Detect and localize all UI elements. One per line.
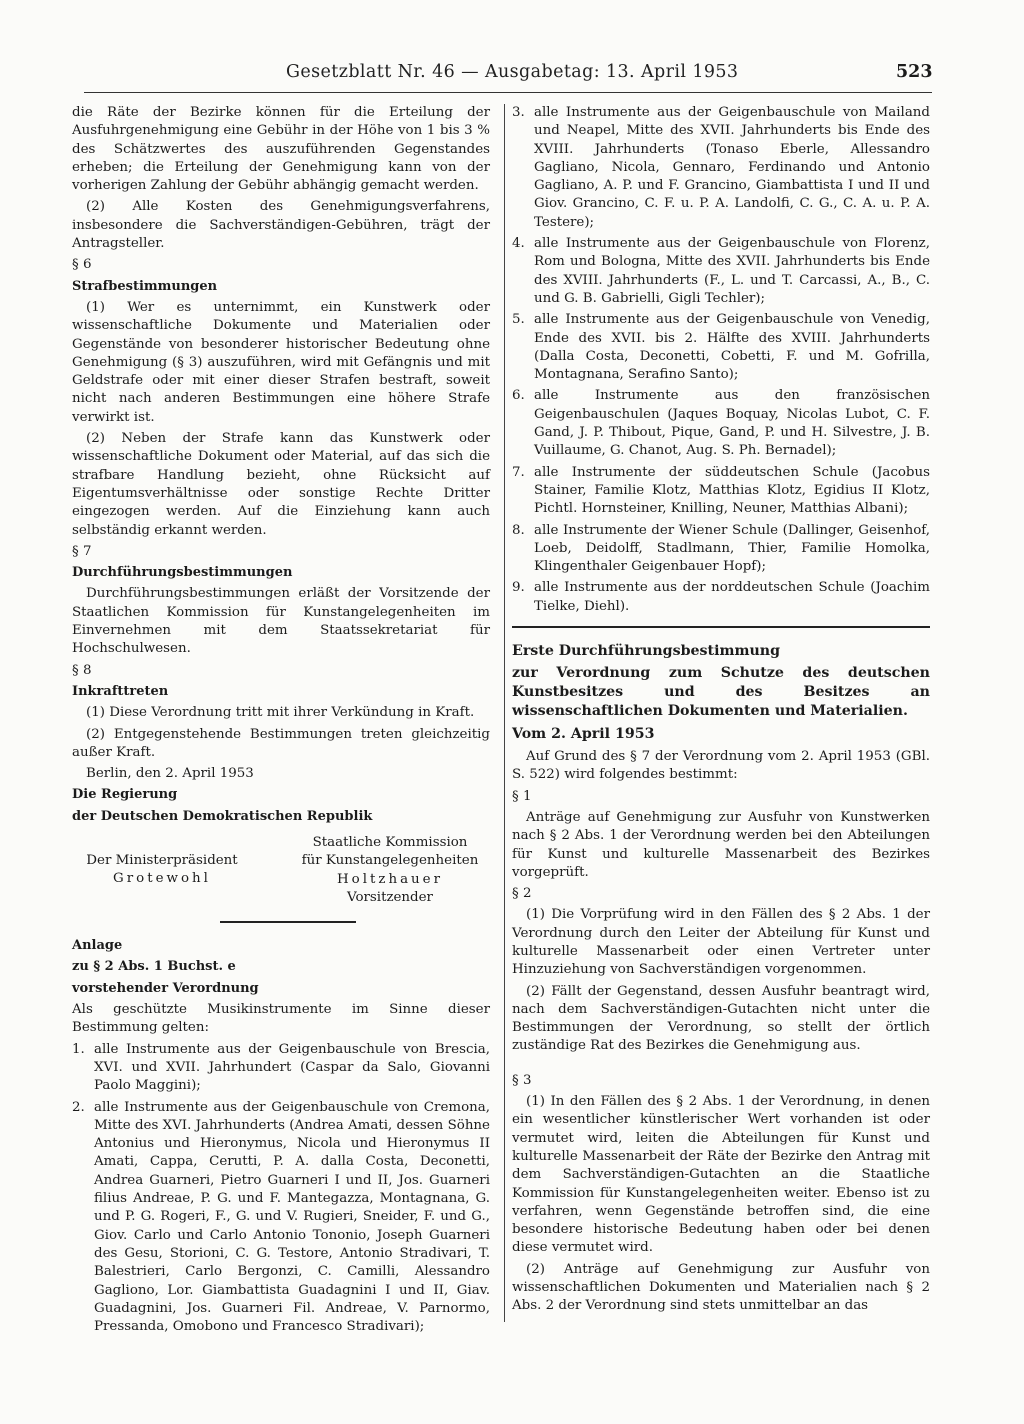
list-item	[512, 311, 930, 384]
page-number: 523	[896, 62, 933, 82]
paragraph: Anträge auf Genehmigung zur Ausfuhr von Kunstwerken nach § 2 Abs. 1 der Verordnung werden bei den Abteilungen für Kunst und kulturelle Massenarbeit des Bezirkes vorgeprüft.	[512, 809, 930, 880]
item-number: 4.	[512, 236, 525, 252]
list-item	[512, 104, 930, 232]
list-item	[512, 522, 930, 577]
item-text: alle Instrumente aus der norddeutschen Schule (Joachim Tielke, Diehl).	[534, 580, 930, 614]
paragraph: Durchführungsbestimmungen erläßt der Vorsitzende der Staatlichen Kommission für Kunstangelegenheiten im Einvernehmen mit dem Staatssekretariat für Hochschulwesen.	[72, 586, 490, 657]
paragraph: (2) Alle Kosten des Genehmigungsverfahrens, insbesondere die Sachverständigen-Gebühren, trägt der Antragsteller.	[72, 199, 490, 252]
signatory-title: Der Ministerpräsident	[86, 852, 238, 868]
paragraph: Auf Grund des § 7 der Verordnung vom 2. April 1953 (GBl. S. 522) wird folgendes bestimmt:	[512, 749, 930, 783]
place-date: Berlin, den 2. April 1953	[86, 766, 254, 782]
signature-left	[72, 834, 252, 907]
annex-reference: vorstehender Verordnung	[72, 980, 259, 996]
section-number: § 8	[72, 662, 92, 678]
item-number: 9.	[512, 580, 525, 596]
section-number: § 6	[72, 257, 92, 273]
separator-rule	[512, 626, 930, 628]
instrument-list	[72, 1041, 490, 1337]
government-line: der Deutschen Demokratischen Republik	[72, 808, 373, 824]
annex-title: Anlage	[72, 938, 123, 954]
annex-reference: zu § 2 Abs. 1 Buchst. e	[72, 959, 236, 975]
regulation-date: Vom 2. April 1953	[512, 726, 655, 743]
column-divider	[504, 104, 505, 1322]
signatory-name: Holtzhauer	[336, 871, 443, 887]
item-number: 2.	[72, 1099, 85, 1115]
paragraph: die Räte der Bezirke können für die Erteilung der Ausfuhrgenehmigung eine Gebühr in der Höhe von 1 bis 3 % des Schätzwertes des auszuführenden Gegenstandes erheben; die Erteilung der Genehmigung kann von der vorherigen Zahlung der Gebühr abhängig gemacht werden.	[72, 105, 490, 194]
item-text: alle Instrumente aus der Geigenbauschule von Mailand und Neapel, Mitte des XVII. Jahrhunderts bis Ende des XVIII. Jahrhunderts (Tonaso Eberle, Allessandro Gagliano, Nicola, Gennaro, Ferdinando und Antonio Gagliano, A. P. und F. Grancino, Giambattista I und II und Giov. Grancino, C. F. u. P. A. Landolfi, C. G., C. A. u. P. A. Testere);	[534, 105, 930, 230]
separator-rule	[220, 921, 356, 923]
gazette-title: Gesetzblatt Nr. 46 — Ausgabetag: 13. April 1953	[286, 62, 739, 82]
item-number: 7.	[512, 464, 525, 480]
section-number: § 2	[512, 886, 532, 902]
list-item	[512, 579, 930, 616]
regulation-subtitle: zur Verordnung zum Schutze des deutschen Kunstbesitzes und des Besitzes an wissenschaftlichen Dokumenten und Materialien.	[512, 665, 930, 720]
item-number: 8.	[512, 522, 525, 538]
item-text: alle Instrumente aus der Geigenbauschule von Florenz, Rom und Bologna, Mitte des XVII. Jahrhunderts bis Ende des XVIII. Jahrhunderts (F., L. und T. Carcassi, A., B., C. und G. B. Gabrielli, Gigli Techler);	[534, 236, 930, 306]
paragraph: (1) Wer es unternimmt, ein Kunstwerk oder wissenschaftliche Dokumente und Materialien oder Gegenstände von besonderer historischer Bedeutung ohne Genehmigung (§ 3) auszuführen, wird mit Gefängnis und mit Geldstrafe oder mit einer dieser Strafen bestraft, soweit nicht nach anderen Bestimmungen eine höhere Strafe verwirkt ist.	[72, 299, 490, 425]
right-column	[512, 104, 930, 1319]
paragraph: (2) Neben der Strafe kann das Kunstwerk oder wissenschaftliche Dokument oder Material, auf das sich die strafbare Handlung bezieht, ohne Rücksicht auf Eigentumsverhältnisse oder sonstige Rechte Dritter eingezogen werden. Auf die Einziehung kann auch selbständig erkannt werden.	[72, 431, 490, 538]
instrument-list	[512, 104, 930, 616]
paragraph: (2) Fällt der Gegenstand, dessen Ausfuhr beantragt wird, nach dem Sachverständigen-Gutachten nicht unter die Bestimmungen der Verordnung, so stellt der örtlich zuständige Rat des Bezirkes die Genehmigung aus.	[512, 983, 930, 1054]
signatory-org: Staatliche Kommission	[312, 834, 468, 850]
section-heading: Durchführungsbestimmungen	[72, 565, 293, 581]
item-text: alle Instrumente aus der Geigenbauschule von Venedig, Ende des XVII. bis 2. Hälfte des XVIII. Jahrhunderts (Dalla Costa, Deconetti, Cobetti, F. und M. Gofrilla, Montagnana, Serafino Santo);	[534, 312, 930, 383]
item-text: alle Instrumente aus den französischen Geigenbauschulen (Jaques Boquay, Nicolas Lubot, C. F. Gand, J. P. Thibout, Pique, Gand, P. und H. Silvestre, J. B. Vuillaume, G. Chanot, Aug. S. Ph. Bernadel);	[534, 388, 930, 459]
header-rule	[84, 92, 932, 93]
list-item	[72, 1041, 490, 1096]
signatory-role: Vorsitzender	[347, 889, 433, 905]
section-number: § 7	[72, 543, 92, 559]
item-text: alle Instrumente der süddeutschen Schule (Jacobus Stainer, Familie Klotz, Matthias Klotz, Egidius II Klotz, Pichtl. Hornsteiner, Knilling, Neuner, Matthias Albani);	[534, 464, 930, 517]
paragraph: (2) Anträge auf Genehmigung zur Ausfuhr von wissenschaftlichen Dokumenten und Materialien nach § 2 Abs. 2 der Verordnung sind stets unmittelbar an das	[512, 1261, 930, 1314]
signatory-name: Grotewohl	[113, 871, 211, 887]
section-number: § 3	[512, 1072, 532, 1088]
item-number: 6.	[512, 388, 525, 404]
section-number: § 1	[512, 788, 532, 804]
signature-right	[290, 834, 490, 907]
list-item	[512, 235, 930, 308]
section-heading: Inkrafttreten	[72, 683, 169, 699]
list-item	[512, 464, 930, 519]
regulation-title: Erste Durchführungsbestimmung	[512, 643, 781, 660]
paragraph: (1) In den Fällen des § 2 Abs. 1 der Verordnung, in denen ein wesentlicher künstlerischer Wert vorhanden ist oder vermutet wird, leiten die Abteilungen für Kunst und kulturelle Massenarbeit der Räte der Bezirke den Antrag mit dem Sachverständigen-Gutachten an die Staatliche Kommission für Kunstangelegenheiten weiter. Ebenso ist zu verfahren, wenn Gegenstände betroffen sind, die eine besondere historische Bedeutung haben oder bei denen diese vermutet wird.	[512, 1094, 930, 1256]
item-text: alle Instrumente aus der Geigenbauschule von Cremona, Mitte des XVI. Jahrhunderts (Andrea Amati, dessen Söhne Antonius und Hieronymus, Nicola und Hieronymus II Amati, Cappa, Cerutti, P. A. dalla Costa, Deconetti, Andrea Guarneri, Pietro Guarneri I und II, Jos. Guarneri filius Andreae, P. G. und F. Mantegazza, Montagnana, G. und P. G. Rogeri, F., G. und V. Rugieri, Sneider, F. und G., Giov. Carlo und Carlo Antonio Tononio, Joseph Guarneri des Gesu, Storioni, C. G. Testore, Antonio Stradivari, T. Balestrieri, Carlo Bergonzi, C. Camilli, Alessandro Gagliono, Lor. Giambattista Guadagnini I und II, Giav. Guadagnini, Jos. Guarneri Fil. Andreae, V. Parnormo, Pressanda, Omobono und Francesco Stradivari);	[94, 1099, 490, 1335]
item-number: 3.	[512, 105, 525, 120]
item-number: 1.	[72, 1041, 85, 1057]
paragraph: (1) Diese Verordnung tritt mit ihrer Verkündung in Kraft.	[86, 705, 475, 721]
left-column	[72, 104, 490, 1339]
item-text: alle Instrumente aus der Geigenbauschule von Brescia, XVI. und XVII. Jahrhundert (Caspar da Salo, Giovanni Paolo Maggini);	[94, 1041, 490, 1094]
paragraph: (2) Entgegenstehende Bestimmungen treten gleichzeitig außer Kraft.	[72, 726, 490, 760]
government-line: Die Regierung	[72, 787, 178, 803]
annex-intro: Als geschützte Musikinstrumente im Sinne dieser Bestimmung gelten:	[72, 1002, 490, 1036]
page-header	[0, 62, 1024, 98]
signature-block	[72, 834, 490, 907]
signatory-org: für Kunstangelegenheiten	[301, 853, 479, 869]
paragraph: (1) Die Vorprüfung wird in den Fällen des § 2 Abs. 1 der Verordnung durch den Leiter der Abteilung für Kunst und kulturelle Massenarbeit oder einen Vertreter unter Hinzuziehung von Sachverständigen vorgenommen.	[512, 907, 930, 978]
item-text: alle Instrumente der Wiener Schule (Dallinger, Geisenhof, Loeb, Deidolff, Stadlmann, Thier, Familie Homolka, Klingenthaler Geigenbauer Hopf);	[534, 522, 930, 575]
list-item	[512, 387, 930, 460]
list-item	[72, 1099, 490, 1337]
section-heading: Strafbestimmungen	[72, 278, 218, 294]
item-number: 5.	[512, 312, 525, 328]
